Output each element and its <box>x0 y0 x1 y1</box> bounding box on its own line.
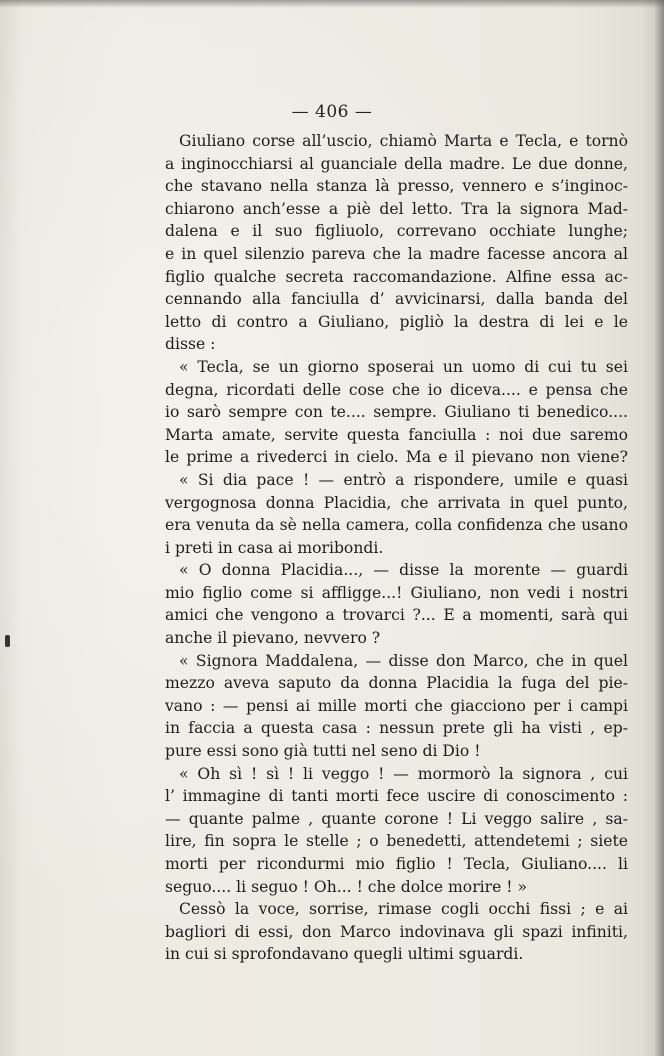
text-line: l’ immagine di tanti morti fece uscire di conoscimento : <box>165 787 628 806</box>
text-line: le prime a rivederci in cielo. Ma e il pievano non viene? <box>165 448 628 467</box>
text-line: Marta amate, servite questa fanciulla : noi due saremo <box>165 425 628 444</box>
text-line: — quante palme , quante corone ! Li veggo salire , sa- <box>165 809 628 828</box>
text-line: « Signora Maddalena, — disse don Marco, che in quel <box>179 651 628 670</box>
text-line: pure essi sono già tutti nel seno di Dio ! <box>165 742 481 761</box>
text-line: cennando alla fanciulla d’ avvicinarsi, dalla banda del <box>165 290 628 309</box>
text-line: Giuliano corse all’uscio, chiamò Marta e Tecla, e tornò <box>179 132 628 150</box>
text-line: in cui si sprofondavano quegli ultimi sguardi. <box>165 945 524 964</box>
text-line: che stavano nella stanza là presso, vennero e s’inginoc- <box>165 177 628 196</box>
text-line: seguo.... li seguo ! Oh... ! che dolce morire ! » <box>165 877 528 896</box>
text-line: disse : <box>165 335 216 354</box>
text-line: « Si dia pace ! — entrò a rispondere, umile e quasi <box>179 470 628 489</box>
text-line: bagliori di essi, don Marco indovinava gli spazi infiniti, <box>165 922 628 941</box>
text-line: mio figlio come si affligge...! Giuliano, non vedi i nostri <box>165 583 628 602</box>
text-line: lire, fin sopra le stelle ; o benedetti, attendetemi ; siete <box>165 832 628 851</box>
text-line: e in quel silenzio pareva che la madre facesse ancora al <box>165 244 628 263</box>
text-line: figlio qualche secreta raccomandazione. Alfine essa ac- <box>165 267 628 286</box>
scan-right-edge <box>654 0 664 1056</box>
text-line: dalena e il suo figliuolo, correvano occhiate lunghe; <box>165 222 628 241</box>
text-line: morti per ricondurmi mio figlio ! Tecla, Giuliano.... li <box>165 855 628 873</box>
text-line: a inginocchiarsi al guanciale della madre. Le due donne, <box>165 154 628 173</box>
text-line: vano : — pensi ai mille morti che giacciono per i campi <box>165 696 628 715</box>
text-line: chiarono anch’esse a piè del letto. Tra la signora Mad- <box>165 199 628 218</box>
margin-ink-mark <box>5 635 10 647</box>
body-text <box>165 130 628 966</box>
text-line: era venuta da sè nella camera, colla confidenza che usano <box>165 516 628 535</box>
text-line: vergognosa donna Placidia, che arrivata in quel punto, <box>165 493 628 512</box>
text-line: in faccia a questa casa : nessun prete gli ha visti , ep- <box>165 719 628 738</box>
text-line: mezzo aveva saputo da donna Placidia la fuga del pie- <box>165 674 628 693</box>
text-line: io sarò sempre con te.... sempre. Giuliano ti benedico.... <box>165 403 628 422</box>
text-line: « O donna Placidia..., — disse la morente — guardi <box>179 561 628 580</box>
text-line: « Oh sì ! sì ! li veggo ! — mormorò la signora , cui <box>179 764 628 783</box>
text-line: anche il pievano, nevvero ? <box>165 629 381 648</box>
text-line: letto di contro a Giuliano, pigliò la destra di lei e le <box>165 312 628 331</box>
text-line: Cessò la voce, sorrise, rimase cogli occhi fissi ; e ai <box>179 900 628 919</box>
text-line: i preti in casa ai moribondi. <box>165 538 384 557</box>
scan-top-shadow <box>0 0 664 8</box>
text-line: « Tecla, se un giorno sposerai un uomo di cui tu sei <box>179 357 628 376</box>
text-line: amici che vengono a trovarci ?... E a momenti, sarà qui <box>165 606 628 625</box>
page-number: — 406 — <box>291 102 373 122</box>
text-line: degna, ricordati delle cose che io diceva.... e pensa che <box>165 380 628 399</box>
